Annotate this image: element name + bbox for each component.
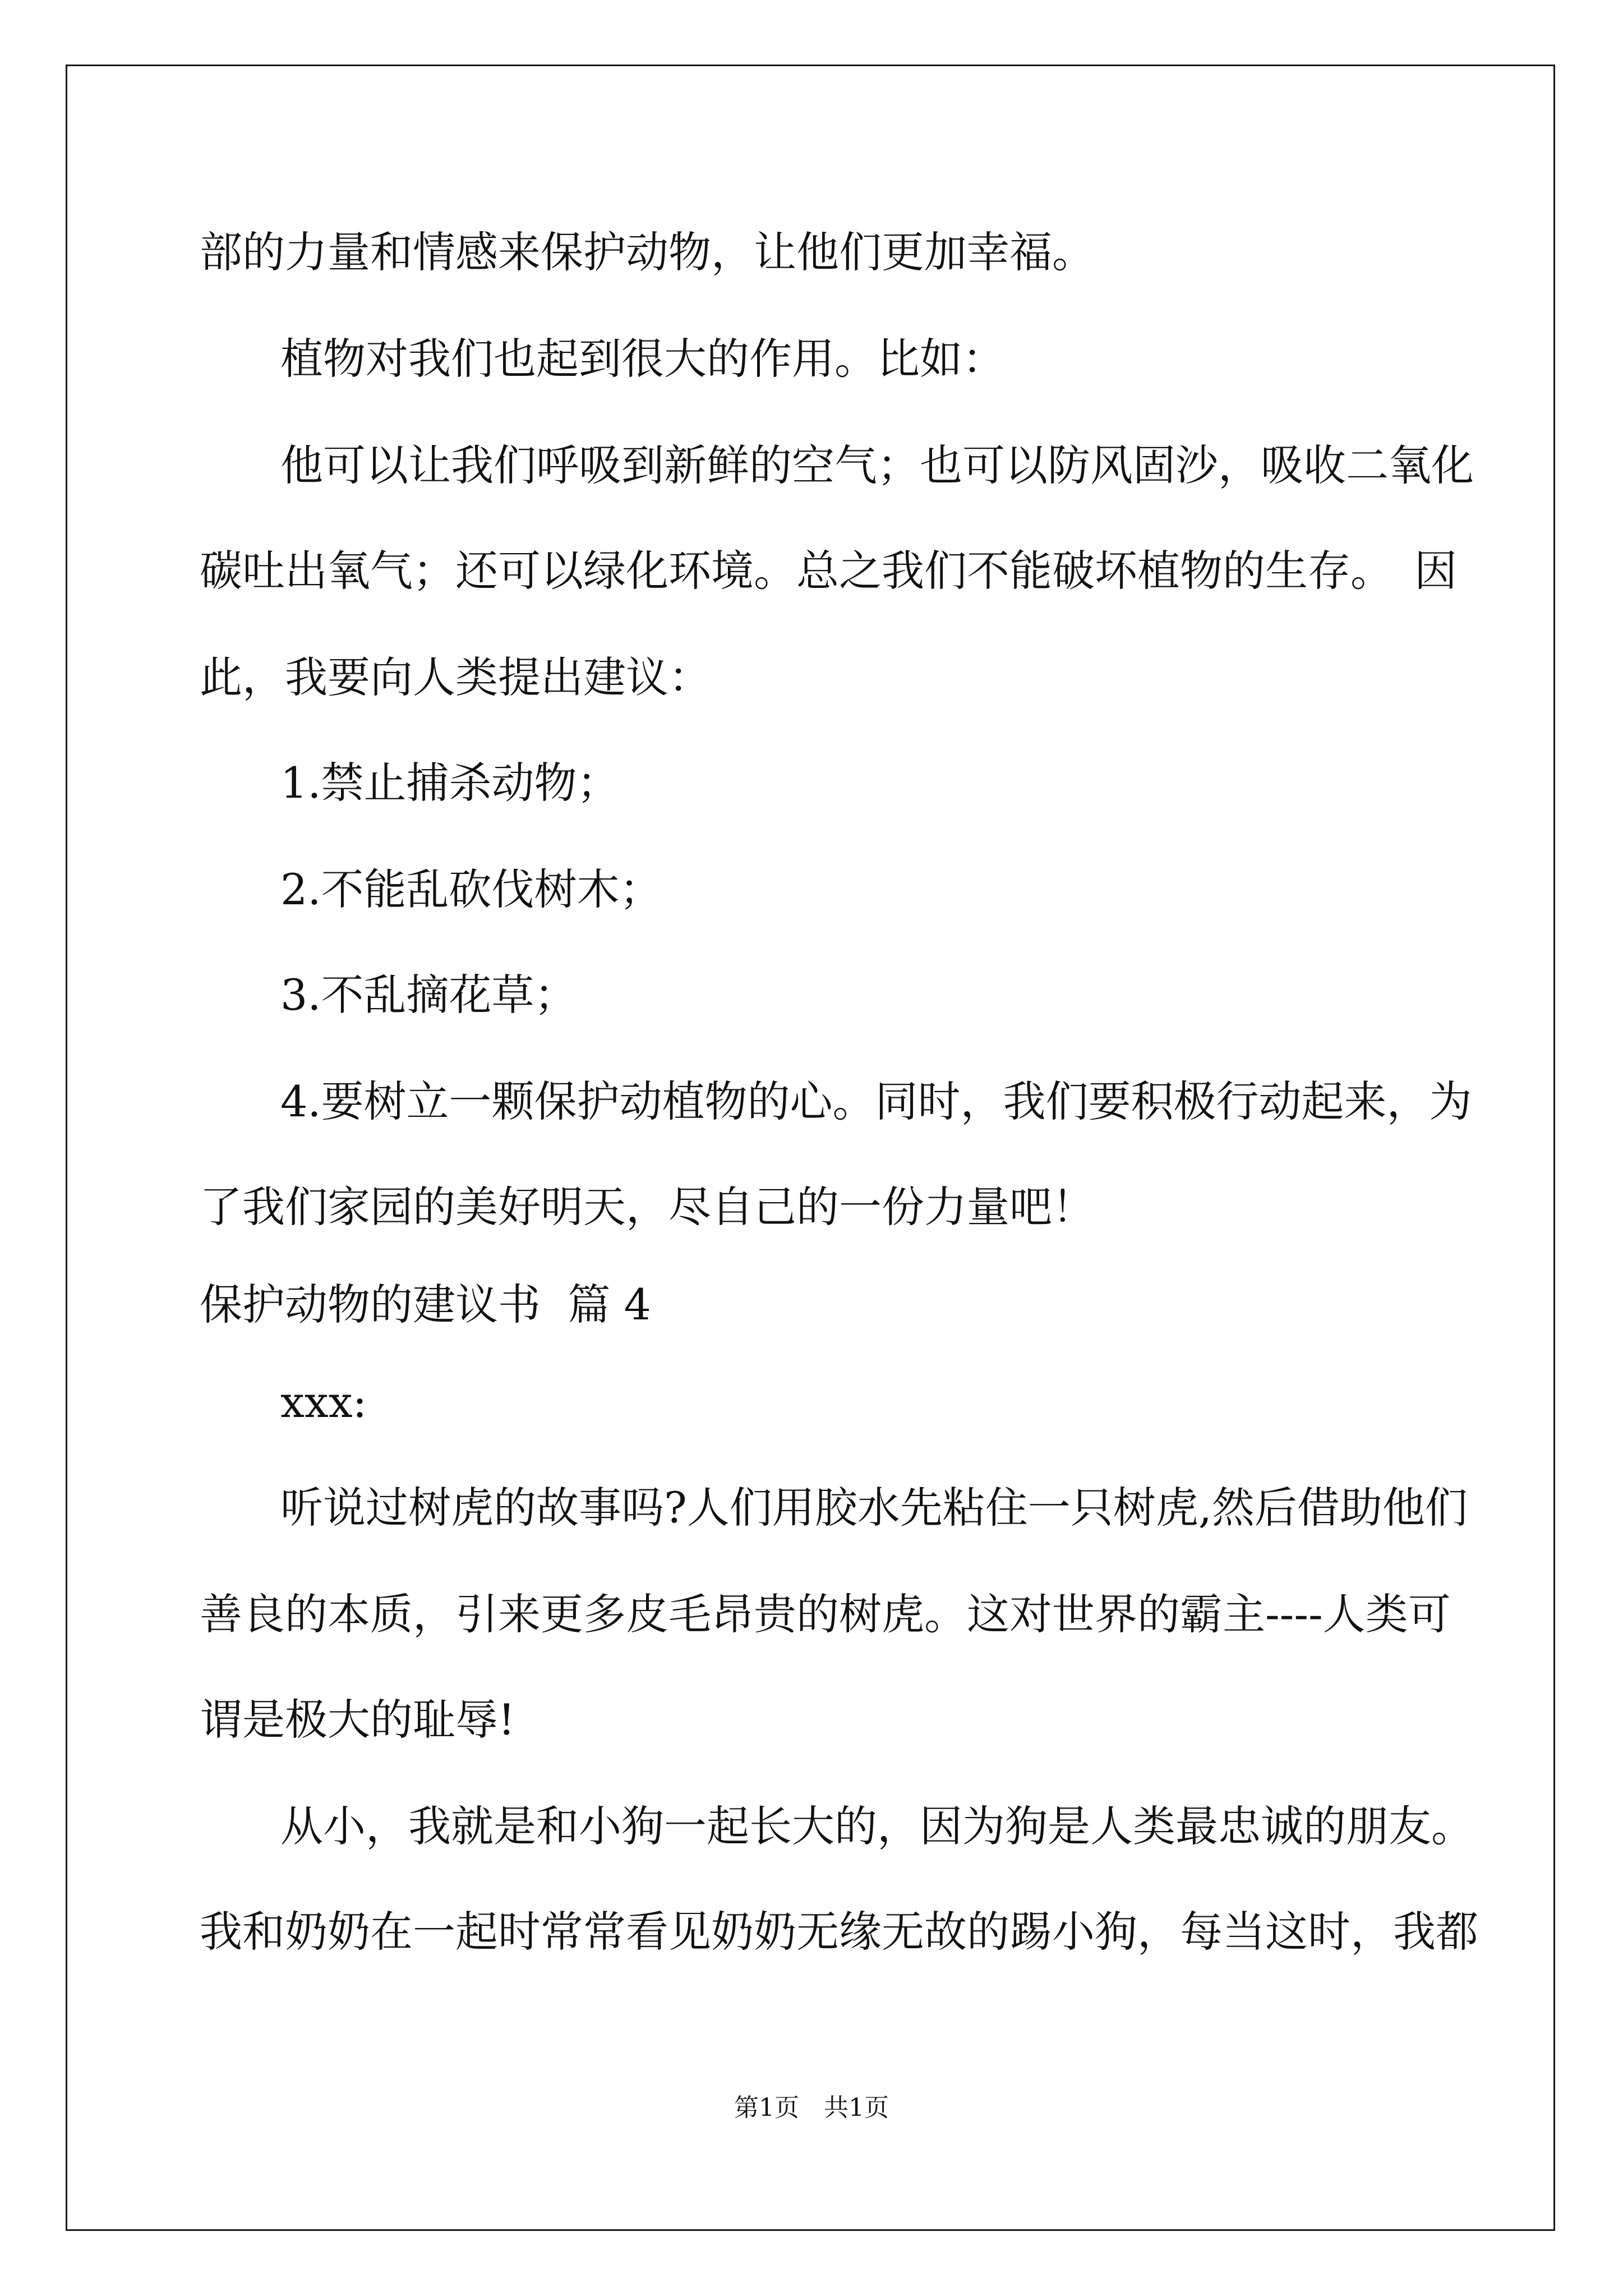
text-line-3: 他可以让我们呼吸到新鲜的空气；也可以防风固沙，吸收二氧化 [280, 440, 1474, 490]
text-line-13: 听说过树虎的故事吗?人们用胶水先粘住一只树虎,然后借助他们 [280, 1483, 1468, 1533]
text-line-17: 我和奶奶在一起时常常看见奶奶无缘无故的踢小狗，每当这时，我都 [200, 1907, 1478, 1957]
salutation: xxx: [280, 1377, 367, 1427]
text-line-15: 谓是极大的耻辱! [200, 1695, 515, 1745]
text-line-5: 此，我要向人类提出建议： [200, 652, 711, 702]
list-item-4: 4.要树立一颗保护动植物的心。同时，我们要积极行动起来，为 [280, 1076, 1472, 1126]
page-footer: 第1页 共1页 [734, 2093, 889, 2122]
list-item-1: 1.禁止捕杀动物； [280, 758, 620, 808]
text-line-4: 碳吐出氧气；还可以绿化环境。总之我们不能破坏植物的生存。 因 [200, 546, 1457, 596]
text-line-1: 部的力量和情感来保护动物，让他们更加幸福。 [200, 227, 1095, 277]
section-heading: 保护动物的建议书 篇 4 [200, 1280, 651, 1329]
text-line-2: 植物对我们也起到很大的作用。比如： [280, 334, 1005, 384]
text-line-10: 了我们家园的美好明天，尽自己的一份力量吧！ [200, 1182, 1095, 1232]
text-line-14: 善良的本质，引来更多皮毛昂贵的树虎。这对世界的霸主----人类可 [200, 1589, 1451, 1639]
text-line-16: 从小，我就是和小狗一起长大的，因为狗是人类最忠诚的朋友。 [280, 1801, 1474, 1851]
list-item-3: 3.不乱摘花草； [280, 970, 577, 1020]
list-item-2: 2.不能乱砍伐树木； [280, 864, 662, 914]
